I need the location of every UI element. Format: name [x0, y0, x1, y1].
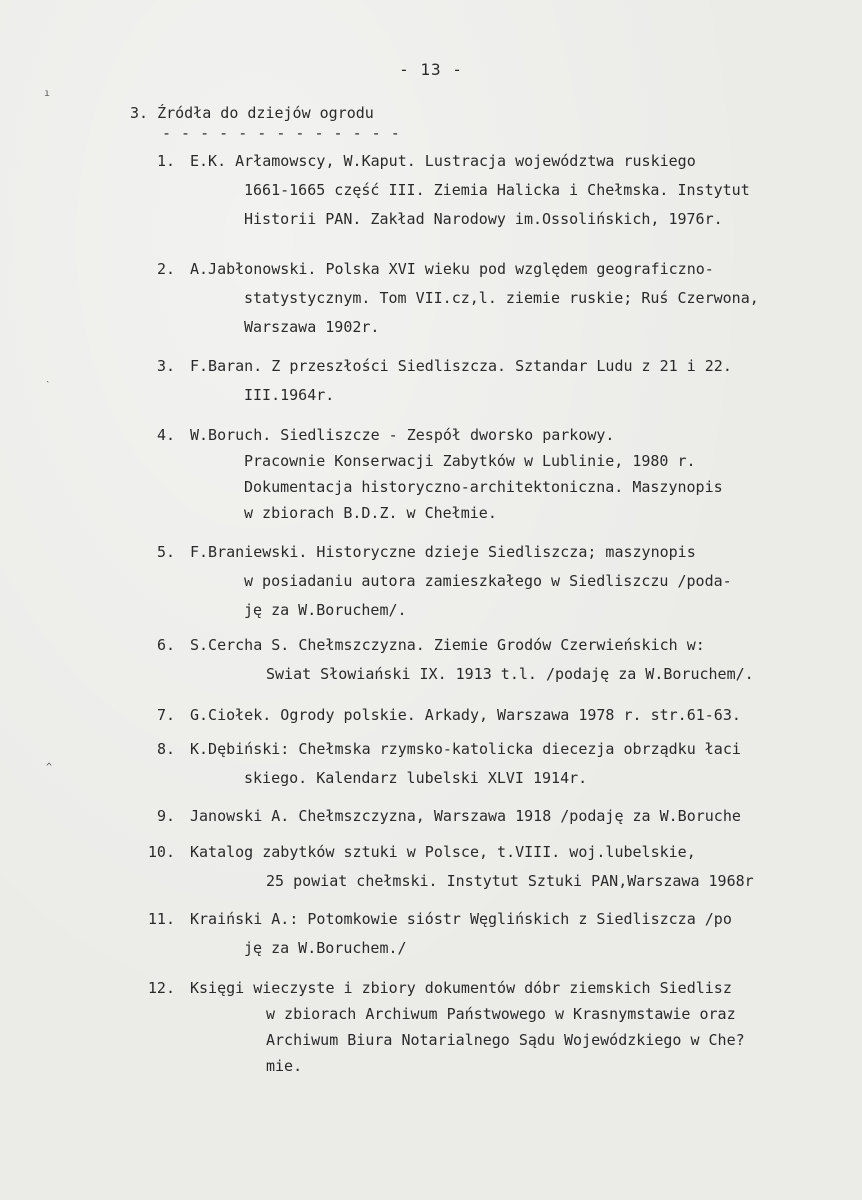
entry-line: w zbiorach B.D.Z. w Chełmie. — [244, 504, 497, 522]
entry-line: Pracownie Konserwacji Zabytków w Lublinie, 1980 r. — [244, 452, 696, 470]
entry-line: III.1964r. — [244, 386, 335, 404]
entry-number: 5. — [156, 543, 175, 561]
entry-line: E.K. Arłamowscy, W.Kaput. Lustracja województwa ruskiego — [190, 152, 696, 170]
heading-underline: - - - - - - - - - - - - - — [162, 124, 401, 142]
margin-mark: ^ — [46, 762, 53, 773]
entry-line: A.Jabłonowski. Polska XVI wieku pod względem geograficzno- — [190, 260, 714, 278]
entry-line: w posiadaniu autora zamieszkałego w Siedliszczu /poda- — [244, 572, 732, 590]
entry-line: w zbiorach Archiwum Państwowego w Krasnymstawie oraz — [266, 1005, 736, 1023]
entry-number: 10. — [147, 843, 175, 861]
entry-line: Katalog zabytków sztuki w Polsce, t.VIII. woj.lubelskie, — [190, 843, 696, 861]
entry-line: 1661-1665 część III. Ziemia Halicka i Chełmska. Instytut — [244, 181, 750, 199]
entry-line: Warszawa 1902r. — [244, 318, 380, 336]
entry-number: 12. — [147, 979, 175, 997]
entry-line: K.Dębiński: Chełmska rzymsko-katolicka diecezja obrządku łaci — [190, 740, 741, 758]
entry-line: ję za W.Boruchem./ — [244, 939, 407, 957]
entry-line: Archiwum Biura Notarialnego Sądu Wojewódzkiego w Che? — [266, 1031, 745, 1049]
entry-line: mie. — [266, 1057, 303, 1075]
section-heading: 3. Źródła do dziejów ogrodu — [130, 104, 374, 122]
entry-number: 1. — [156, 152, 175, 170]
entry-line: Kraiński A.: Potomkowie sióstr Węglińskich z Siedliszcza /po — [190, 910, 732, 928]
entry-line: ję za W.Boruchem/. — [244, 601, 407, 619]
margin-mark: ˴ — [46, 376, 53, 387]
entry-number: 8. — [156, 740, 175, 758]
entry-line: Księgi wieczyste i zbiory dokumentów dóbr ziemskich Siedlisz — [190, 979, 732, 997]
entry-line: S.Cercha S. Chełmszczyzna. Ziemie Grodów Czerwieńskich w: — [190, 636, 705, 654]
entry-number: 7. — [156, 706, 175, 724]
entry-line: Janowski A. Chełmszczyzna, Warszawa 1918 /podaję za W.Boruche — [190, 807, 741, 825]
margin-mark: ı — [44, 88, 51, 99]
entry-number: 9. — [156, 807, 175, 825]
entry-number: 3. — [156, 357, 175, 375]
entry-line: F.Baran. Z przeszłości Siedliszcza. Sztandar Ludu z 21 i 22. — [190, 357, 732, 375]
entry-line: skiego. Kalendarz lubelski XLVI 1914r. — [244, 769, 588, 787]
entry-number: 4. — [156, 426, 175, 444]
entry-line: statystycznym. Tom VII.cz,l. ziemie ruskie; Ruś Czerwona, — [244, 289, 759, 307]
entry-line: 25 powiat chełmski. Instytut Sztuki PAN,Warszawa 1968r — [266, 872, 754, 890]
entry-line: G.Ciołek. Ogrody polskie. Arkady, Warszawa 1978 r. str.61-63. — [190, 706, 741, 724]
entry-line: Swiat Słowiański IX. 1913 t.l. /podaję za W.Boruchem/. — [266, 665, 754, 683]
entry-number: 2. — [156, 260, 175, 278]
entry-line: Historii PAN. Zakład Narodowy im.Ossolińskich, 1976r. — [244, 210, 723, 228]
entry-line: W.Boruch. Siedliszcze - Zespół dworsko parkowy. — [190, 426, 615, 444]
entry-line: Dokumentacja historyczno-architektoniczna. Maszynopis — [244, 478, 723, 496]
entry-number: 6. — [156, 636, 175, 654]
entry-line: F.Braniewski. Historyczne dzieje Siedliszcza; maszynopis — [190, 543, 696, 561]
entry-number: 11. — [147, 910, 175, 928]
page-number: - 13 - — [399, 60, 463, 79]
